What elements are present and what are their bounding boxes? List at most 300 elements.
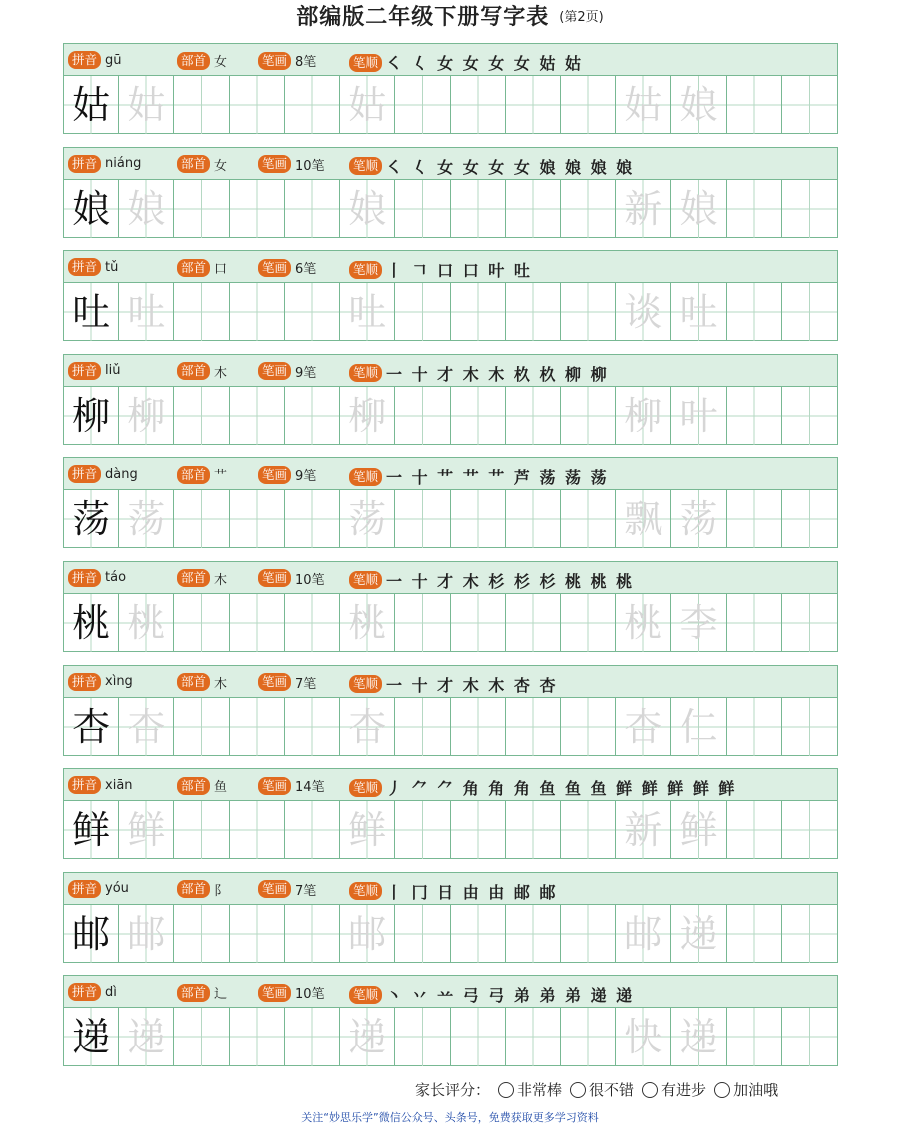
- grid-cell[interactable]: [671, 698, 726, 756]
- grid-cell[interactable]: [340, 594, 395, 652]
- grid-cell[interactable]: [395, 905, 450, 963]
- trace-character: 邮: [624, 911, 663, 956]
- rating-option: 很不错: [589, 1081, 635, 1099]
- trace-character: 递: [679, 1015, 718, 1060]
- grid-cell[interactable]: [506, 1008, 561, 1066]
- rating-radio-circle[interactable]: [714, 1082, 730, 1098]
- trace-character: 柳: [348, 393, 387, 438]
- grid-cell[interactable]: [506, 801, 561, 859]
- grid-cell[interactable]: [340, 1008, 395, 1066]
- trace-character: 递: [348, 1015, 387, 1060]
- stroke-count-badge: 笔画: [258, 673, 291, 691]
- writing-grid: [64, 594, 837, 652]
- grid-cell[interactable]: [285, 698, 340, 756]
- stroke-order-value: ㇛ 𡿨 女 女 女 女 姑 姑: [386, 54, 584, 73]
- grid-cell[interactable]: [285, 387, 340, 445]
- radical-field: [177, 51, 227, 70]
- stroke-order-value: ㇛ 𡿨 女 女 女 女 娘 娘 娘 娘: [386, 157, 635, 177]
- stroke-order-value: 一 十 才 木 杉 杉 杉 桃 桃 桃: [386, 571, 635, 591]
- grid-cell[interactable]: [285, 180, 340, 238]
- grid-cell[interactable]: [506, 698, 561, 756]
- grid-cell[interactable]: [506, 283, 561, 341]
- stroke-order-badge: 笔顺: [349, 364, 382, 382]
- pinyin-badge: 拼音: [68, 258, 101, 276]
- practice-row: [63, 147, 838, 238]
- radical-badge: 部首: [177, 259, 210, 277]
- grid-cell[interactable]: [671, 180, 726, 238]
- parent-rating: [415, 1079, 778, 1100]
- grid-cell[interactable]: [340, 76, 395, 134]
- grid-cell[interactable]: [340, 283, 395, 341]
- grid-cell[interactable]: [616, 594, 671, 652]
- writing-grid: [64, 76, 837, 134]
- writing-grid: [64, 387, 837, 445]
- pinyin-field: [68, 880, 129, 898]
- grid-cell[interactable]: [782, 801, 837, 859]
- grid-cell[interactable]: [285, 490, 340, 548]
- grid-cell[interactable]: [561, 283, 616, 341]
- grid-cell[interactable]: [561, 594, 616, 652]
- grid-cell[interactable]: [451, 76, 506, 134]
- title-text: 部编版二年级下册写字表: [296, 4, 550, 30]
- grid-cell[interactable]: [64, 594, 119, 652]
- grid-cell[interactable]: [340, 801, 395, 859]
- stroke-order-badge: 笔顺: [349, 468, 382, 486]
- trace-character: 杏: [624, 704, 663, 749]
- stroke-order-badge: 笔顺: [349, 882, 382, 900]
- stroke-count-field: [258, 465, 316, 484]
- grid-cell[interactable]: [119, 1008, 174, 1066]
- grid-cell[interactable]: [395, 387, 450, 445]
- grid-cell[interactable]: [64, 1008, 119, 1066]
- stroke-count-badge: 笔画: [258, 362, 291, 380]
- grid-cell[interactable]: [119, 76, 174, 134]
- radical-field: [177, 362, 227, 381]
- grid-cell[interactable]: [671, 76, 726, 134]
- grid-cell[interactable]: [506, 76, 561, 134]
- grid-cell[interactable]: [119, 387, 174, 445]
- model-character: 杏: [72, 704, 111, 749]
- grid-cell[interactable]: [64, 76, 119, 134]
- grid-cell[interactable]: [395, 594, 450, 652]
- radical-field: [177, 569, 227, 588]
- stroke-count-field: [258, 362, 316, 381]
- char-info-bar: [64, 976, 837, 1008]
- grid-cell[interactable]: [174, 387, 229, 445]
- rating-option: 加油哦: [733, 1081, 779, 1099]
- trace-character: 吐: [348, 290, 387, 335]
- grid-cell[interactable]: [782, 490, 837, 548]
- stroke-count-value: 14笔: [295, 780, 325, 796]
- trace-character: 柳: [624, 393, 663, 438]
- pinyin-badge: 拼音: [68, 673, 101, 691]
- char-info-bar: [64, 873, 837, 905]
- pinyin-badge: 拼音: [68, 465, 101, 483]
- grid-cell[interactable]: [285, 1008, 340, 1066]
- grid-cell[interactable]: [506, 905, 561, 963]
- trace-character: 新: [624, 808, 663, 853]
- radical-field: [177, 880, 227, 899]
- grid-cell[interactable]: [64, 387, 119, 445]
- grid-cell[interactable]: [506, 180, 561, 238]
- stroke-count-badge: 笔画: [258, 569, 291, 587]
- grid-cell[interactable]: [340, 387, 395, 445]
- stroke-order-badge: 笔顺: [349, 261, 382, 279]
- radical-badge: 部首: [177, 880, 210, 898]
- grid-cell[interactable]: [616, 698, 671, 756]
- model-character: 鲜: [72, 808, 111, 853]
- writing-grid: [64, 905, 837, 963]
- grid-cell[interactable]: [561, 905, 616, 963]
- grid-cell[interactable]: [174, 594, 229, 652]
- trace-character: 飘: [624, 497, 663, 542]
- stroke-order-field: [349, 258, 532, 281]
- grid-cell[interactable]: [119, 594, 174, 652]
- grid-cell[interactable]: [727, 180, 782, 238]
- grid-cell[interactable]: [174, 490, 229, 548]
- stroke-order-badge: 笔顺: [349, 986, 382, 1004]
- grid-cell[interactable]: [395, 76, 450, 134]
- trace-character: 吐: [679, 290, 718, 335]
- pinyin-badge: 拼音: [68, 776, 101, 794]
- grid-cell[interactable]: [174, 1008, 229, 1066]
- radical-value: 木: [214, 572, 228, 588]
- grid-cell[interactable]: [561, 180, 616, 238]
- grid-cell[interactable]: [230, 490, 285, 548]
- grid-cell[interactable]: [782, 594, 837, 652]
- trace-character: 叶: [679, 393, 718, 438]
- stroke-count-badge: 笔画: [258, 984, 291, 1002]
- grid-cell[interactable]: [230, 1008, 285, 1066]
- grid-cell[interactable]: [64, 698, 119, 756]
- grid-cell[interactable]: [671, 801, 726, 859]
- grid-cell[interactable]: [782, 283, 837, 341]
- radical-badge: 部首: [177, 52, 210, 70]
- grid-cell[interactable]: [64, 180, 119, 238]
- grid-cell[interactable]: [451, 594, 506, 652]
- grid-cell[interactable]: [561, 1008, 616, 1066]
- grid-cell[interactable]: [671, 594, 726, 652]
- grid-cell[interactable]: [506, 490, 561, 548]
- grid-cell[interactable]: [561, 387, 616, 445]
- grid-cell[interactable]: [119, 283, 174, 341]
- grid-cell[interactable]: [230, 698, 285, 756]
- grid-cell[interactable]: [451, 1008, 506, 1066]
- trace-character: 仁: [679, 704, 718, 749]
- grid-cell[interactable]: [230, 905, 285, 963]
- radical-badge: 部首: [177, 777, 210, 795]
- char-info-bar: [64, 458, 837, 490]
- stroke-order-field: [349, 465, 609, 488]
- grid-cell[interactable]: [782, 76, 837, 134]
- stroke-count-value: 7笔: [295, 676, 317, 692]
- pinyin-badge: 拼音: [68, 51, 101, 69]
- page-number: (第2页): [559, 10, 604, 25]
- grid-cell[interactable]: [616, 490, 671, 548]
- trace-character: 娘: [679, 186, 718, 231]
- grid-cell[interactable]: [119, 698, 174, 756]
- stroke-order-field: [349, 880, 557, 903]
- grid-cell[interactable]: [561, 801, 616, 859]
- grid-cell[interactable]: [230, 283, 285, 341]
- grid-cell[interactable]: [451, 905, 506, 963]
- stroke-count-badge: 笔画: [258, 880, 291, 898]
- pinyin-value: tǔ: [105, 259, 119, 275]
- grid-cell[interactable]: [174, 698, 229, 756]
- grid-cell[interactable]: [174, 76, 229, 134]
- grid-cell[interactable]: [506, 387, 561, 445]
- stroke-count-field: [258, 983, 325, 1002]
- radical-field: [177, 258, 227, 277]
- grid-cell[interactable]: [727, 905, 782, 963]
- grid-cell[interactable]: [727, 283, 782, 341]
- stroke-count-value: 6笔: [295, 262, 317, 278]
- radical-field: [177, 776, 227, 795]
- grid-cell[interactable]: [230, 594, 285, 652]
- rating-radio-circle[interactable]: [498, 1082, 514, 1098]
- stroke-count-field: [258, 776, 325, 795]
- stroke-order-field: [349, 569, 634, 592]
- practice-rows: [63, 43, 838, 1079]
- grid-cell[interactable]: [561, 698, 616, 756]
- grid-cell[interactable]: [727, 490, 782, 548]
- grid-cell[interactable]: [616, 283, 671, 341]
- grid-cell[interactable]: [561, 490, 616, 548]
- stroke-order-badge: 笔顺: [349, 675, 382, 693]
- pinyin-field: [68, 51, 122, 69]
- practice-row: [63, 457, 838, 548]
- stroke-order-value: 丨 𠃍 口 口 叶 吐: [386, 261, 532, 281]
- grid-cell[interactable]: [671, 387, 726, 445]
- trace-character: 鲜: [348, 808, 387, 853]
- pinyin-field: [68, 569, 126, 587]
- grid-cell[interactable]: [285, 283, 340, 341]
- model-character: 姑: [72, 83, 111, 127]
- trace-character: 荡: [127, 497, 166, 542]
- grid-cell[interactable]: [230, 76, 285, 134]
- grid-cell[interactable]: [340, 180, 395, 238]
- grid-cell[interactable]: [727, 1008, 782, 1066]
- grid-cell[interactable]: [727, 387, 782, 445]
- stroke-order-badge: 笔顺: [349, 779, 382, 797]
- grid-cell[interactable]: [64, 283, 119, 341]
- grid-cell[interactable]: [616, 387, 671, 445]
- pinyin-value: liǔ: [105, 363, 121, 379]
- radical-badge: 部首: [177, 362, 210, 380]
- trace-character: 鲜: [127, 808, 166, 853]
- grid-cell[interactable]: [451, 801, 506, 859]
- stroke-count-value: 9笔: [295, 365, 317, 381]
- trace-character: 娘: [679, 83, 718, 127]
- grid-cell[interactable]: [119, 905, 174, 963]
- pinyin-value: dàng: [105, 466, 138, 482]
- pinyin-value: gū: [105, 52, 122, 68]
- trace-character: 递: [679, 911, 718, 956]
- grid-cell[interactable]: [395, 180, 450, 238]
- grid-cell[interactable]: [451, 698, 506, 756]
- trace-character: 鲜: [679, 808, 718, 853]
- stroke-order-badge: 笔顺: [349, 54, 382, 72]
- pinyin-value: xiān: [105, 777, 133, 793]
- grid-cell[interactable]: [285, 801, 340, 859]
- radical-badge: 部首: [177, 673, 210, 691]
- stroke-order-field: [349, 362, 609, 385]
- model-character: 桃: [72, 600, 111, 645]
- pinyin-badge: 拼音: [68, 362, 101, 380]
- trace-character: 荡: [348, 497, 387, 542]
- writing-grid: [64, 1008, 837, 1066]
- radical-value: 鱼: [214, 780, 228, 796]
- stroke-order-field: [349, 776, 736, 799]
- stroke-order-field: [349, 51, 583, 74]
- model-character: 荡: [72, 497, 111, 542]
- writing-grid: [64, 490, 837, 548]
- trace-character: 杏: [348, 704, 387, 749]
- grid-cell[interactable]: [395, 490, 450, 548]
- radical-badge: 部首: [177, 155, 210, 173]
- stroke-count-field: [258, 51, 316, 70]
- grid-cell[interactable]: [285, 905, 340, 963]
- grid-cell[interactable]: [671, 1008, 726, 1066]
- pinyin-badge: 拼音: [68, 569, 101, 587]
- stroke-count-value: 9笔: [295, 469, 317, 485]
- stroke-order-field: [349, 155, 634, 178]
- grid-cell[interactable]: [174, 180, 229, 238]
- grid-cell[interactable]: [451, 283, 506, 341]
- grid-cell[interactable]: [174, 905, 229, 963]
- pinyin-field: [68, 983, 117, 1001]
- grid-cell[interactable]: [782, 905, 837, 963]
- grid-cell[interactable]: [395, 698, 450, 756]
- practice-row: [63, 872, 838, 963]
- rating-radio-circle[interactable]: [570, 1082, 586, 1098]
- radical-value: 艹: [214, 469, 228, 485]
- grid-cell[interactable]: [340, 905, 395, 963]
- trace-character: 递: [127, 1015, 166, 1060]
- radical-field: [177, 465, 227, 484]
- char-info-bar: [64, 769, 837, 801]
- grid-cell[interactable]: [285, 76, 340, 134]
- radical-badge: 部首: [177, 984, 210, 1002]
- stroke-count-field: [258, 880, 316, 899]
- grid-cell[interactable]: [230, 387, 285, 445]
- grid-cell[interactable]: [395, 1008, 450, 1066]
- grid-cell[interactable]: [451, 180, 506, 238]
- rating-label: 家长评分：: [415, 1081, 491, 1099]
- grid-cell[interactable]: [340, 698, 395, 756]
- pinyin-field: [68, 465, 138, 483]
- char-info-bar: [64, 562, 837, 594]
- grid-cell[interactable]: [506, 594, 561, 652]
- grid-cell[interactable]: [727, 801, 782, 859]
- stroke-order-value: 一 十 才 木 木 杏 杏: [386, 675, 558, 695]
- radical-field: [177, 983, 227, 1002]
- radical-badge: 部首: [177, 466, 210, 484]
- grid-cell[interactable]: [64, 490, 119, 548]
- trace-character: 荡: [679, 497, 718, 542]
- grid-cell[interactable]: [174, 801, 229, 859]
- grid-cell[interactable]: [451, 490, 506, 548]
- practice-row: [63, 250, 838, 341]
- trace-character: 李: [679, 600, 718, 645]
- stroke-order-badge: 笔顺: [349, 157, 382, 175]
- pinyin-field: [68, 673, 133, 691]
- radical-value: 木: [214, 365, 228, 381]
- stroke-order-value: 丨 冂 日 由 由 邮 邮: [386, 882, 558, 902]
- model-character: 柳: [72, 393, 111, 438]
- grid-cell[interactable]: [616, 76, 671, 134]
- grid-cell[interactable]: [616, 905, 671, 963]
- grid-cell[interactable]: [671, 905, 726, 963]
- pinyin-value: xìng: [105, 674, 133, 690]
- grid-cell[interactable]: [64, 801, 119, 859]
- trace-character: 谈: [624, 290, 663, 335]
- grid-cell[interactable]: [671, 283, 726, 341]
- model-character: 吐: [72, 290, 111, 335]
- practice-row: [63, 43, 838, 134]
- stroke-count-value: 10笔: [295, 158, 325, 174]
- trace-character: 杏: [127, 704, 166, 749]
- radical-value: 阝: [214, 883, 228, 899]
- grid-cell[interactable]: [230, 180, 285, 238]
- grid-cell[interactable]: [230, 801, 285, 859]
- grid-cell[interactable]: [616, 180, 671, 238]
- stroke-count-field: [258, 155, 325, 174]
- practice-row: [63, 768, 838, 859]
- pinyin-badge: 拼音: [68, 880, 101, 898]
- radical-value: 木: [214, 676, 228, 692]
- radical-value: 口: [214, 262, 228, 278]
- radical-value: 女: [214, 158, 228, 174]
- writing-grid: [64, 180, 837, 238]
- grid-cell[interactable]: [782, 1008, 837, 1066]
- footer-note: 关注“妙思乐学”微信公众号、头条号，免费获取更多学习资料: [301, 1111, 599, 1124]
- page-title: [0, 0, 900, 30]
- grid-cell[interactable]: [119, 180, 174, 238]
- grid-cell[interactable]: [174, 283, 229, 341]
- grid-cell[interactable]: [119, 801, 174, 859]
- stroke-count-value: 10笔: [295, 572, 325, 588]
- stroke-count-badge: 笔画: [258, 259, 291, 277]
- grid-cell[interactable]: [561, 76, 616, 134]
- grid-cell[interactable]: [285, 594, 340, 652]
- grid-cell[interactable]: [727, 698, 782, 756]
- practice-row: [63, 354, 838, 445]
- grid-cell[interactable]: [727, 76, 782, 134]
- grid-cell[interactable]: [395, 801, 450, 859]
- grid-cell[interactable]: [395, 283, 450, 341]
- grid-cell[interactable]: [782, 698, 837, 756]
- char-info-bar: [64, 251, 837, 283]
- trace-character: 柳: [127, 393, 166, 438]
- grid-cell[interactable]: [727, 594, 782, 652]
- grid-cell[interactable]: [616, 1008, 671, 1066]
- grid-cell[interactable]: [64, 905, 119, 963]
- trace-character: 桃: [348, 600, 387, 645]
- grid-cell[interactable]: [782, 180, 837, 238]
- grid-cell[interactable]: [782, 387, 837, 445]
- trace-character: 邮: [127, 911, 166, 956]
- grid-cell[interactable]: [119, 490, 174, 548]
- char-info-bar: [64, 355, 837, 387]
- grid-cell[interactable]: [340, 490, 395, 548]
- grid-cell[interactable]: [616, 801, 671, 859]
- grid-cell[interactable]: [671, 490, 726, 548]
- model-character: 娘: [72, 186, 111, 231]
- pinyin-field: [68, 362, 120, 380]
- rating-radio-circle[interactable]: [642, 1082, 658, 1098]
- grid-cell[interactable]: [451, 387, 506, 445]
